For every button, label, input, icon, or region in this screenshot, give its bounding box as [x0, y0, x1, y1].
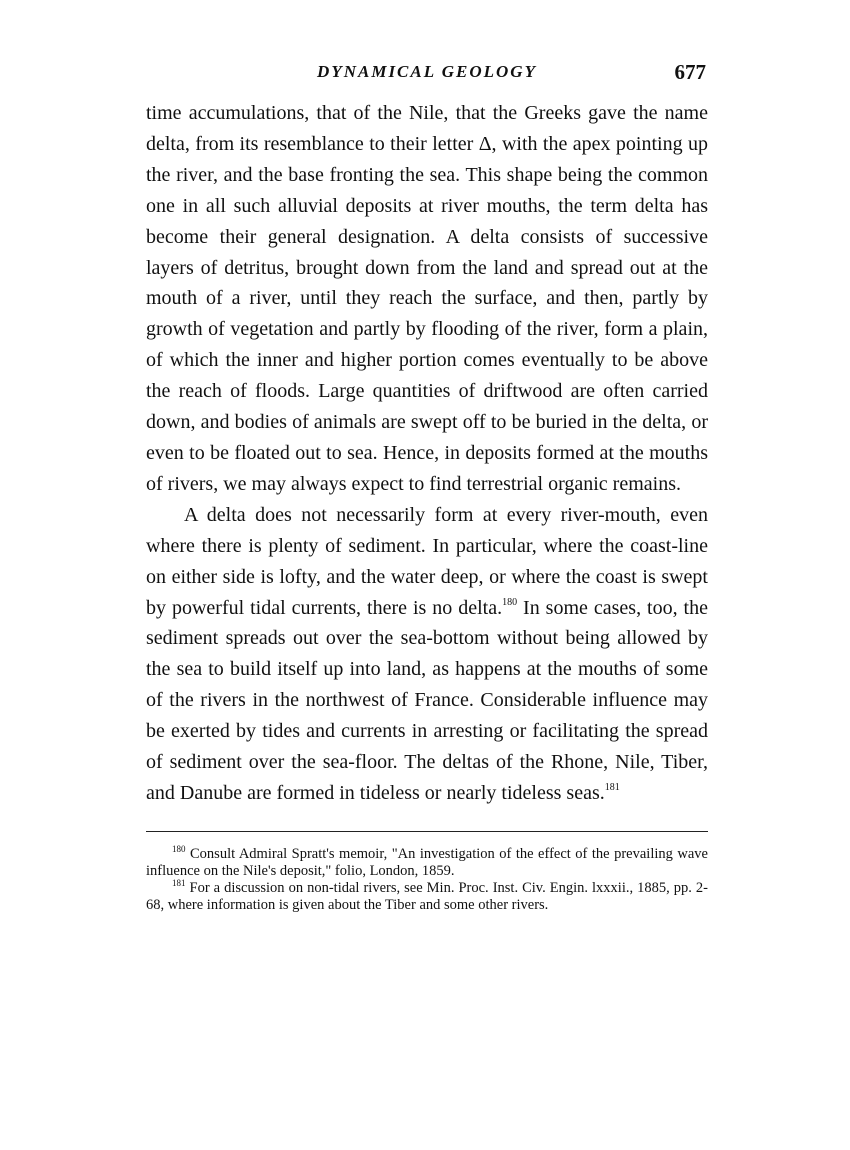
paragraph-1-text: time accumulations, that of the Nile, that the Greeks gave the name delta, from its resemblance to their letter Δ, with the apex pointing up the river, and the base fronting the sea. This shape being the common one in all such alluvial deposits at river mouths, the term delta has become their general designation. A delta consists of successive layers of detritus, brought down from the land and spread out at the mouth of a river, until they reach the surface, and then, partly by growth of vegetation and partly by flooding of the river, form a plain, of which the inner and higher portion comes eventually to be above the reach of floods. Large quantities of driftwood are often carried down, and bodies of animals are swept off to be buried in the delta, or even to be floated out to sea. Hence, in deposits formed at the mouths of rivers, we may always expect to find terrestrial organic remains.: [146, 102, 708, 495]
footnote-ref-181[interactable]: 181: [604, 781, 620, 793]
book-page: [146, 58, 708, 914]
footnote-divider: [146, 831, 708, 832]
running-title: DYNAMICAL GEOLOGY: [317, 62, 537, 81]
footnote-181-text: For a discussion on non-tidal rivers, see Min. Proc. Inst. Civ. Engin. lxxxii., 1885, pp. 2-68, where information is given about the Tiber and some other rivers.: [146, 879, 708, 913]
running-head: [146, 58, 708, 88]
body-text: [146, 98, 708, 809]
paragraph-continued: [146, 98, 708, 500]
footnote-180: [146, 843, 708, 880]
footnote-180-text: Consult Admiral Spratt's memoir, "An investigation of the effect of the prevailing wave influence on the Nile's deposit," folio, London, 1859.: [146, 845, 708, 879]
paragraph-2-text-a: A delta does not necessarily form at every river-mouth, even where there is plenty of sediment. In particular, where the coast-line on either side is lofty, and the water deep, or where the coast is swept by powerful tidal currents, there is no delta.: [146, 503, 708, 619]
footnote-ref-180[interactable]: 180: [502, 596, 518, 608]
footnotes: [146, 843, 708, 914]
paragraph-delta-formation: [146, 500, 708, 809]
footnote-number-181: 181: [172, 877, 186, 888]
footnote-number-180: 180: [172, 843, 186, 854]
footnote-181: [146, 877, 708, 914]
page-number: 677: [674, 60, 706, 84]
paragraph-2-text-b: In some cases, too, the sediment spreads out over the sea-bottom without being allowed by the sea to build itself up into land, as happens at the mouths of some of the rivers in the northwest of France. Considerable influence may be exerted by tides and currents in arresting or facilitating the spread of sediment over the sea-floor. The deltas of the Rhone, Nile, Tiber, and Danube are formed in tideless or nearly tideless seas.: [146, 596, 708, 804]
